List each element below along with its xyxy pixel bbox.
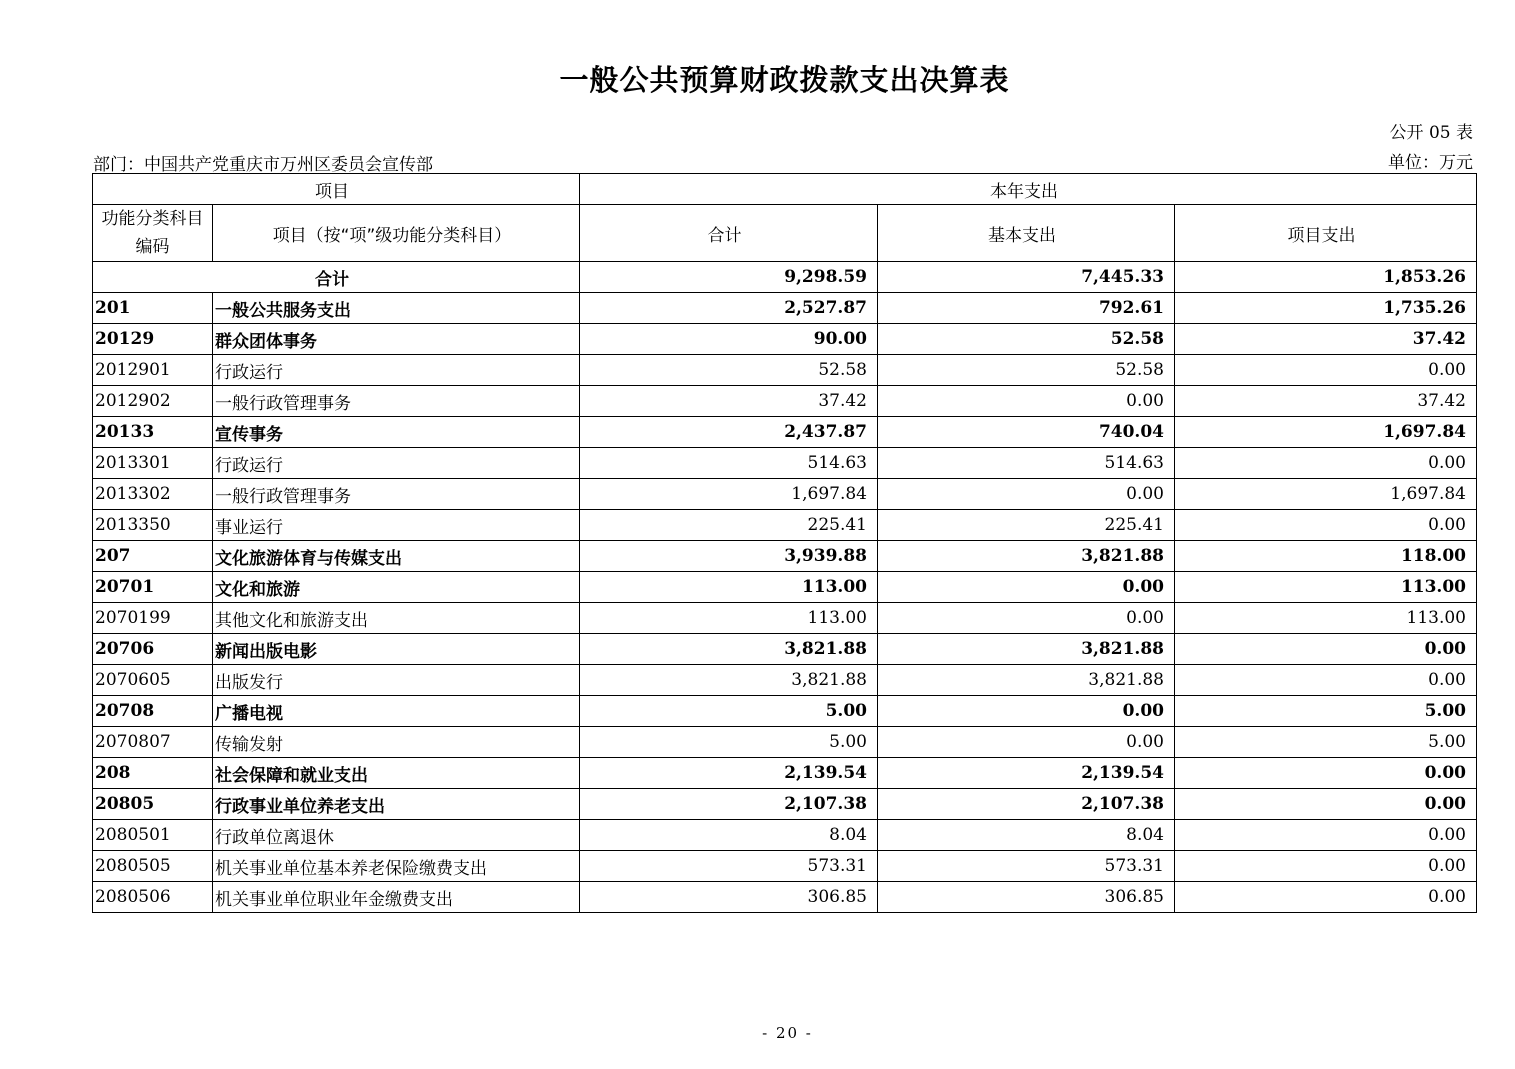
table-row: [93, 572, 1477, 603]
row-project: 5.00: [1175, 696, 1477, 727]
row-name: 新闻出版电影: [213, 634, 580, 665]
row-total: 113.00: [580, 603, 878, 634]
row-total: 225.41: [580, 510, 878, 541]
row-project: 0.00: [1175, 820, 1477, 851]
row-name: 一般公共服务支出: [213, 293, 580, 324]
row-code: 201: [93, 293, 213, 324]
table-row: [93, 603, 1477, 634]
header-this-year: 本年支出: [580, 174, 1477, 205]
row-code: 20701: [93, 572, 213, 603]
row-name: 其他文化和旅游支出: [213, 603, 580, 634]
row-basic: 2,139.54: [878, 758, 1175, 789]
row-total: 90.00: [580, 324, 878, 355]
row-basic: 0.00: [878, 386, 1175, 417]
table-row: [93, 727, 1477, 758]
row-name: 事业运行: [213, 510, 580, 541]
row-total: 2,527.87: [580, 293, 878, 324]
row-total: 514.63: [580, 448, 878, 479]
row-basic: 0.00: [878, 572, 1175, 603]
row-code: 2013302: [93, 479, 213, 510]
table-row: [93, 882, 1477, 913]
header-project: 项目支出: [1175, 205, 1477, 262]
page-title: 一般公共预算财政拨款支出决算表: [559, 63, 1010, 97]
row-total: 3,821.88: [580, 634, 878, 665]
row-basic: 3,821.88: [878, 541, 1175, 572]
page-number: - 20 -: [762, 1024, 813, 1042]
table-row: [93, 634, 1477, 665]
table-row: [93, 324, 1477, 355]
row-project: 0.00: [1175, 789, 1477, 820]
row-basic: 0.00: [878, 696, 1175, 727]
row-name: 行政运行: [213, 355, 580, 386]
table-row: [93, 665, 1477, 696]
table-row: [93, 541, 1477, 572]
row-total: 113.00: [580, 572, 878, 603]
row-basic: 740.04: [878, 417, 1175, 448]
row-project: 0.00: [1175, 882, 1477, 913]
row-code: 2080505: [93, 851, 213, 882]
header-row-1: [93, 174, 1477, 205]
form-number: 公开 05 表: [1389, 123, 1473, 143]
row-project: 1,697.84: [1175, 417, 1477, 448]
total-row: [93, 262, 1477, 293]
table-row: [93, 293, 1477, 324]
table-row: [93, 851, 1477, 882]
row-name: 机关事业单位基本养老保险缴费支出: [213, 851, 580, 882]
row-basic: 514.63: [878, 448, 1175, 479]
row-code: 20133: [93, 417, 213, 448]
row-code: 2012902: [93, 386, 213, 417]
row-basic: 0.00: [878, 603, 1175, 634]
row-code: 207: [93, 541, 213, 572]
row-total: 8.04: [580, 820, 878, 851]
row-total: 5.00: [580, 727, 878, 758]
total-label: 合计: [93, 262, 580, 293]
row-total: 2,107.38: [580, 789, 878, 820]
row-basic: 0.00: [878, 479, 1175, 510]
row-name: 传输发射: [213, 727, 580, 758]
row-code: 20129: [93, 324, 213, 355]
table-row: [93, 820, 1477, 851]
row-basic: 52.58: [878, 355, 1175, 386]
header-row-2: [93, 205, 1477, 262]
row-basic: 3,821.88: [878, 665, 1175, 696]
row-name: 一般行政管理事务: [213, 479, 580, 510]
row-project: 0.00: [1175, 448, 1477, 479]
row-project: 37.42: [1175, 324, 1477, 355]
row-total: 306.85: [580, 882, 878, 913]
row-project: 1,735.26: [1175, 293, 1477, 324]
row-name: 文化旅游体育与传媒支出: [213, 541, 580, 572]
table-row: [93, 479, 1477, 510]
table-row: [93, 417, 1477, 448]
row-total: 1,697.84: [580, 479, 878, 510]
row-code: 2070807: [93, 727, 213, 758]
row-project: 37.42: [1175, 386, 1477, 417]
header-basic: 基本支出: [878, 205, 1175, 262]
row-code: 20706: [93, 634, 213, 665]
row-code: 208: [93, 758, 213, 789]
row-code: 2080506: [93, 882, 213, 913]
total-project: 1,853.26: [1175, 262, 1477, 293]
table-row: [93, 448, 1477, 479]
row-name: 宣传事务: [213, 417, 580, 448]
table-row: [93, 758, 1477, 789]
row-project: 0.00: [1175, 634, 1477, 665]
row-project: 0.00: [1175, 355, 1477, 386]
row-total: 3,821.88: [580, 665, 878, 696]
row-basic: 0.00: [878, 727, 1175, 758]
row-name: 行政运行: [213, 448, 580, 479]
row-name: 群众团体事务: [213, 324, 580, 355]
header-name: 项目（按“项”级功能分类科目）: [213, 205, 580, 262]
total-basic: 7,445.33: [878, 262, 1175, 293]
header-total: 合计: [580, 205, 878, 262]
row-project: 0.00: [1175, 510, 1477, 541]
row-total: 573.31: [580, 851, 878, 882]
table-row: [93, 355, 1477, 386]
row-code: 2013301: [93, 448, 213, 479]
row-name: 社会保障和就业支出: [213, 758, 580, 789]
row-project: 0.00: [1175, 758, 1477, 789]
row-total: 52.58: [580, 355, 878, 386]
row-name: 机关事业单位职业年金缴费支出: [213, 882, 580, 913]
department-label: 部门：中国共产党重庆市万州区委员会宣传部: [93, 155, 433, 175]
row-basic: 52.58: [878, 324, 1175, 355]
row-code: 2070605: [93, 665, 213, 696]
expenditure-table: [92, 173, 1477, 913]
row-project: 5.00: [1175, 727, 1477, 758]
row-total: 2,139.54: [580, 758, 878, 789]
row-code: 20708: [93, 696, 213, 727]
row-code: 2012901: [93, 355, 213, 386]
row-basic: 8.04: [878, 820, 1175, 851]
row-basic: 573.31: [878, 851, 1175, 882]
row-name: 文化和旅游: [213, 572, 580, 603]
row-basic: 3,821.88: [878, 634, 1175, 665]
header-code: 功能分类科目编码: [93, 205, 213, 262]
row-project: 113.00: [1175, 572, 1477, 603]
table-row: [93, 789, 1477, 820]
row-name: 行政事业单位养老支出: [213, 789, 580, 820]
row-code: 2080501: [93, 820, 213, 851]
row-name: 出版发行: [213, 665, 580, 696]
row-basic: 2,107.38: [878, 789, 1175, 820]
row-project: 1,697.84: [1175, 479, 1477, 510]
row-name: 一般行政管理事务: [213, 386, 580, 417]
row-name: 行政单位离退休: [213, 820, 580, 851]
row-project: 118.00: [1175, 541, 1477, 572]
row-total: 5.00: [580, 696, 878, 727]
row-code: 2013350: [93, 510, 213, 541]
row-name: 广播电视: [213, 696, 580, 727]
row-project: 0.00: [1175, 851, 1477, 882]
header-item: 项目: [93, 174, 580, 205]
row-total: 3,939.88: [580, 541, 878, 572]
unit-label: 单位：万元: [1388, 153, 1473, 173]
row-total: 2,437.87: [580, 417, 878, 448]
row-code: 20805: [93, 789, 213, 820]
row-project: 113.00: [1175, 603, 1477, 634]
row-basic: 792.61: [878, 293, 1175, 324]
row-project: 0.00: [1175, 665, 1477, 696]
row-basic: 306.85: [878, 882, 1175, 913]
table-row: [93, 510, 1477, 541]
total-sum: 9,298.59: [580, 262, 878, 293]
row-code: 2070199: [93, 603, 213, 634]
row-basic: 225.41: [878, 510, 1175, 541]
row-total: 37.42: [580, 386, 878, 417]
table-row: [93, 386, 1477, 417]
table-row: [93, 696, 1477, 727]
